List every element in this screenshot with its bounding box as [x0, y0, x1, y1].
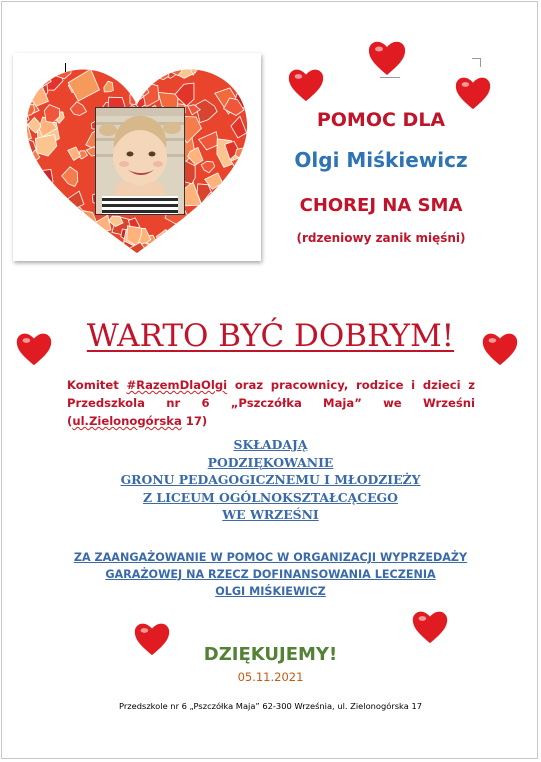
paper-shard: [43, 231, 65, 257]
date: 05.11.2021: [237, 670, 304, 684]
child-portrait-icon: [95, 107, 185, 215]
paper-shard: [49, 56, 71, 79]
paper-shard: [191, 228, 211, 257]
heart-icon: [287, 67, 325, 103]
paper-shard: [13, 251, 29, 261]
paper-shard: [247, 97, 261, 126]
intro-text-2: oraz pracownicy, rodzice i dzieci z Przedszkola nr 6 „Pszczółka Maja” we Wrześni (: [67, 378, 475, 428]
paper-shard: [246, 104, 261, 120]
reason-line-2: GARAŻOWEJ NA RZECZ DOFINANSOWANIA LECZENIA: [105, 568, 436, 581]
heart-icon: [411, 608, 449, 646]
title-name: Olgi Miśkiewicz: [294, 148, 468, 172]
paper-shard: [157, 238, 169, 252]
paper-shard: [33, 53, 54, 69]
paper-shard: [168, 253, 179, 261]
paper-shard: [230, 192, 253, 216]
headline: WARTO BYĆ DOBRYM!: [86, 318, 455, 354]
intro-text-3: 17): [181, 414, 208, 428]
paper-shard: [189, 222, 217, 244]
paper-shard: [240, 159, 261, 189]
paper-shard: [33, 170, 53, 192]
street-name: ul.Zielonogórska: [72, 414, 182, 428]
reason-line-1: ZA ZAANGAŻOWANIE W POMOC W ORGANIZACJI WYPRZEDAŻY: [73, 551, 468, 564]
thanks-line-2: PODZIĘKOWANIE: [207, 454, 334, 470]
paper-shard: [108, 53, 131, 69]
intro-paragraph: [67, 376, 475, 430]
paper-shard: [192, 243, 219, 261]
paper-shard: [248, 147, 259, 157]
paper-shard: [23, 178, 36, 194]
closing-thanks: DZIĘKUJEMY!: [203, 644, 338, 665]
heart-icon: [454, 75, 492, 111]
text-cursor: [65, 63, 66, 72]
paper-shard: [21, 88, 33, 102]
paper-shard: [247, 222, 258, 234]
paper-shard: [242, 173, 260, 188]
paper-shard: [47, 223, 72, 243]
paper-shard: [13, 255, 22, 261]
paper-shard: [125, 58, 149, 76]
title-condition: CHOREJ NA SMA: [299, 195, 463, 216]
paper-shard: [15, 142, 31, 159]
heart-icon: [367, 39, 407, 77]
paper-shard: [106, 53, 126, 68]
thanks-line-3: GRONU PEDAGOGICZNEMU I MŁODZIEŻY: [120, 472, 421, 488]
thanks-line-5: WE WRZEŚNI: [222, 507, 319, 523]
paper-shard: [28, 80, 49, 107]
paper-shard: [45, 250, 55, 261]
paper-shard: [243, 229, 259, 242]
paper-shard: [231, 157, 255, 177]
paper-shard: [13, 104, 29, 127]
paper-shard: [200, 203, 214, 220]
paper-shard: [13, 152, 24, 165]
paper-shard: [75, 53, 90, 62]
paper-shard: [257, 53, 261, 61]
intro-text-1: Komitet: [67, 378, 127, 392]
paper-shard: [148, 53, 174, 71]
paper-shard: [244, 218, 258, 228]
paper-shard: [251, 240, 261, 257]
reason-line-3: OLGI MIŚKIEWICZ: [215, 585, 326, 598]
title-condition-explanation: (rdzeniowy zanik mięśni): [296, 231, 466, 245]
paper-shard: [17, 243, 39, 261]
title-help-for: POMOC DLA: [316, 109, 446, 131]
paper-shard: [246, 53, 260, 65]
paper-shard: [240, 53, 261, 79]
photo-card: [13, 53, 261, 261]
paper-shard: [13, 207, 31, 235]
thanks-line-4: Z LICEUM OGÓLNOKSZTAŁCĄCEGO: [143, 489, 398, 505]
paper-shard: [209, 234, 221, 247]
paper-shard: [26, 231, 54, 256]
reason-block: [50, 549, 491, 600]
thanks-line-1: SKŁADAJĄ: [233, 437, 308, 452]
footer-address: Przedszkole nr 6 „Pszczółka Maja” 62-300 Września, ul. Zielonogórska 17: [119, 701, 422, 711]
thanks-block: [60, 436, 481, 524]
paper-shard: [202, 59, 210, 70]
crop-mark-top-right: [472, 58, 481, 67]
paper-shard: [42, 225, 59, 239]
paper-shard: [239, 53, 258, 59]
hashtag: #RazemDlaOlgi: [126, 378, 228, 392]
paper-shard: [69, 247, 91, 261]
